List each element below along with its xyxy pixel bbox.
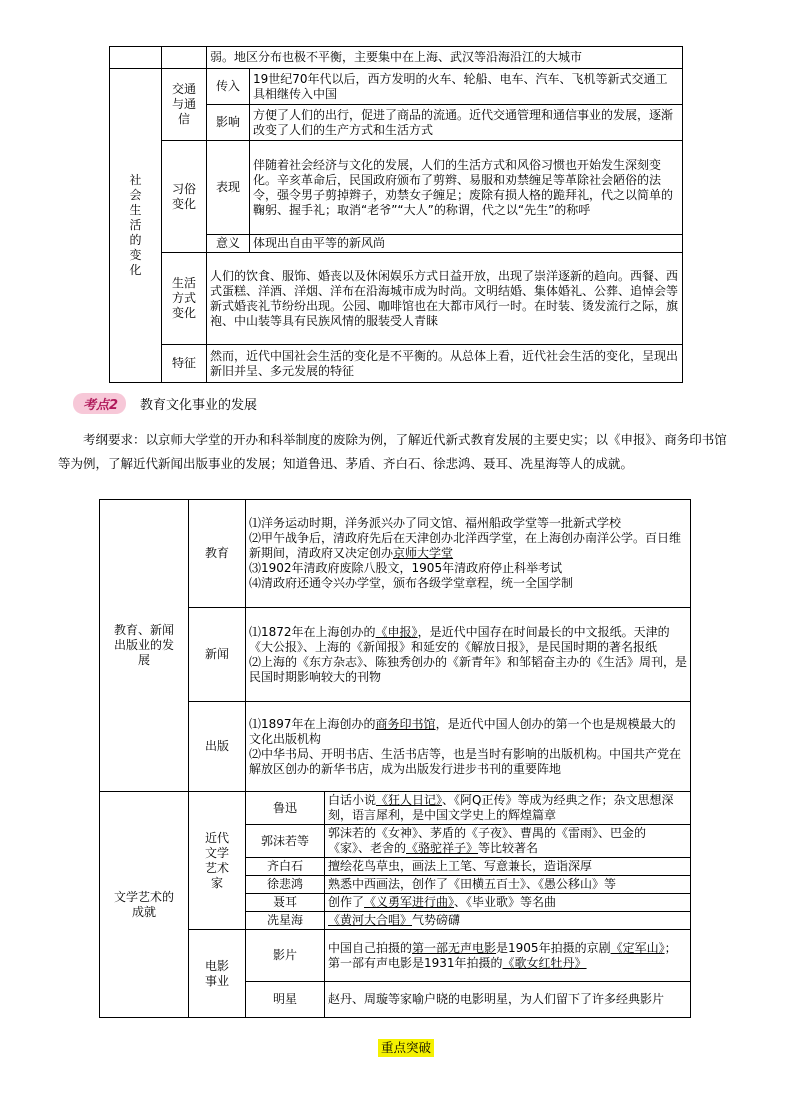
text-span: 、《毕业歌》等名曲 bbox=[454, 895, 557, 909]
social-life-table bbox=[109, 46, 683, 383]
text-span: 郭沫若的《女神》、茅盾的《子夜》、曹禺的《雷雨》、巴金的《家》、老舍的 bbox=[328, 826, 647, 855]
underlined-text: 《狂人日记》 bbox=[376, 793, 443, 807]
text-span: 创作了 bbox=[328, 895, 365, 909]
text-span: 、《阿Q正传》等成为经典之作；杂文思想深刻，语言犀利，是中国文学史上的辉煌篇章 bbox=[328, 793, 674, 822]
underlined-text: 《义勇军进行曲》 bbox=[364, 895, 455, 909]
artist-name: 徐悲鸿 bbox=[246, 876, 325, 894]
news-label: 新闻 bbox=[189, 608, 246, 702]
traffic-label: 交通与通信 bbox=[162, 69, 207, 141]
table-cell: 伴随着社会经济与文化的发展，人们的生活方式和风俗习惯也开始发生深刻变化。辛亥革命后，民国政府颁布了剪辫、易服和劝禁缠足等革除社会陋俗的法令，强令男子剪掉辫子，劝禁女子缠足；废除有损人格的跪拜礼，代之以简单的鞠躬、握手礼；取消“老爷”“大人”的称谓，代之以“先生”的称呼 bbox=[250, 141, 683, 235]
education-culture-table bbox=[99, 499, 691, 1018]
section-title: 教育文化事业的发展 bbox=[140, 398, 258, 413]
film-label: 电影事业 bbox=[189, 930, 246, 1018]
edu-line: ⑶1902年清政府废除八股文，1905年清政府停止科举考试 bbox=[249, 561, 563, 575]
text-span: 是1905年拍摄的京剧 bbox=[496, 940, 611, 955]
artist-name: 聂耳 bbox=[246, 894, 325, 912]
edu-category-label: 教育、新闻出版业的发展 bbox=[100, 500, 189, 792]
news-line bbox=[249, 625, 687, 655]
section-badge: 考点2 bbox=[73, 393, 126, 414]
text-span: 气势磅礴 bbox=[412, 913, 461, 927]
meaning-label: 意义 bbox=[207, 235, 250, 253]
table-cell: 人们的饮食、服饰、婚丧以及休闲娱乐方式日益开放，出现了崇洋逐新的趋向。西餐、西式蛋糕、洋酒、洋烟、洋布在沿海城市成为时尚。文明结婚、集体婚礼、公葬、追悼会等新式婚丧礼节纷纷出现。公园、咖啡馆也在大都市风行一时。在时装、烫发流行之际，旗袍、中山装等具有民族风情的服装受人青睐 bbox=[207, 253, 683, 345]
edu-line: ⑴洋务运动时期，洋务派兴办了同文馆、福州船政学堂等一批新式学校 bbox=[249, 516, 622, 530]
underlined-text: 《黄河大合唱》 bbox=[328, 913, 413, 927]
edu-line bbox=[249, 531, 687, 561]
artist-name: 郭沫若等 bbox=[246, 825, 325, 858]
artists-label: 近代文学艺术家 bbox=[189, 792, 246, 930]
table-cell: 体现出自由平等的新风尚 bbox=[250, 235, 683, 253]
edu-line: ⑷清政府还通令兴办学堂，颁布各级学堂章程，统一全国学制 bbox=[249, 576, 574, 590]
underlined-text: 商务印书馆 bbox=[375, 716, 436, 731]
lifestyle-label: 生活方式变化 bbox=[162, 253, 207, 345]
publish-line bbox=[249, 717, 687, 747]
text-span: 白话小说 bbox=[328, 793, 377, 807]
star-label: 明星 bbox=[246, 982, 325, 1018]
table-cell: 然而，近代中国社会生活的变化是不平衡的。从总体上看，近代社会生活的变化，呈现出新旧并呈、多元发展的特征 bbox=[207, 345, 683, 383]
text-span: ，是近代中国存在时间最长的中文报纸。天津的《大公报》、上海的《新闻报》和延安的《解放日报》，是民国时期的著名报纸 bbox=[249, 624, 670, 654]
requirement-text: 考纲要求：以京师大学堂的开办和科举制度的废除为例，了解近代新式教育发展的主要史实；以《申报》、商务印书馆等为例，了解近代新闻出版事业的发展；知道鲁迅、茅盾、齐白石、徐悲鸿、聂耳、冼星海等人的成就。 bbox=[58, 432, 727, 471]
text-span: ⑴1872年在上海创办的 bbox=[249, 624, 376, 639]
category-label: 社会生活的变化 bbox=[110, 69, 162, 383]
artist-name: 齐白石 bbox=[246, 858, 325, 876]
impact-label: 影响 bbox=[207, 105, 250, 141]
artist-desc bbox=[325, 912, 691, 930]
artist-desc bbox=[325, 825, 691, 858]
movie-desc bbox=[325, 930, 691, 982]
star-desc: 赵丹、周璇等家喻户晓的电影明星，为人们留下了许多经典影片 bbox=[325, 982, 691, 1018]
table-cell: 弱。地区分布也极不平衡，主要集中在上海、武汉等沿海沿江的大城市 bbox=[207, 47, 683, 69]
text-span: ⑵甲午战争后，清政府先后在天津创办北洋西学堂，在上海创办南洋公学。百日维新期间，清政府又决定创办 bbox=[249, 531, 682, 560]
artist-name: 冼星海 bbox=[246, 912, 325, 930]
underlined-text: 《歌女红牡丹》 bbox=[502, 955, 587, 970]
artist-desc: 熟悉中西画法，创作了《田横五百士》、《愚公移山》等 bbox=[325, 876, 691, 894]
text-span: 等比较著名 bbox=[478, 841, 539, 855]
text-span: 中国自己拍摄的 bbox=[328, 940, 413, 955]
text-span: ⑴1897年在上海创办的 bbox=[249, 716, 376, 731]
artist-desc bbox=[325, 894, 691, 912]
artist-name: 鲁迅 bbox=[246, 792, 325, 825]
table-cell: 19世纪70年代以后，西方发明的火车、轮船、电车、汽车、飞机等新式交通工具相继传入中国 bbox=[250, 69, 683, 105]
artist-desc bbox=[325, 792, 691, 825]
feature-label: 特征 bbox=[162, 345, 207, 383]
underlined-text: 京师大学堂 bbox=[393, 546, 454, 560]
publish-label: 出版 bbox=[189, 702, 246, 792]
underlined-text: 《定军山》 bbox=[610, 940, 665, 955]
news-cell bbox=[246, 608, 691, 702]
publish-cell bbox=[246, 702, 691, 792]
publish-line: ⑵中华书局、开明书店、生活书店等，也是当时有影响的出版机构。中国共产党在解放区创办的新华书店，成为出版发行进步书刊的重要阵地 bbox=[249, 746, 682, 776]
artist-desc: 擅绘花鸟草虫，画法上工笔、写意兼长，造诣深厚 bbox=[325, 858, 691, 876]
edu-cell bbox=[246, 500, 691, 608]
intro-label: 传入 bbox=[207, 69, 250, 105]
text-span: ；第一部有声电影是1931年拍摄的 bbox=[328, 940, 677, 970]
underlined-text: 《骆驼祥子》 bbox=[406, 841, 479, 855]
text-span: ，是近代中国人创办的第一个也是规模最大的文化出版机构 bbox=[249, 716, 676, 746]
movie-label: 影片 bbox=[246, 930, 325, 982]
show-label: 表现 bbox=[207, 141, 250, 235]
underlined-text: 《申报》 bbox=[375, 624, 418, 639]
edu-label: 教育 bbox=[189, 500, 246, 608]
table-cell: 方便了人们的出行，促进了商品的流通。近代交通管理和通信事业的发展，逐渐改变了人们的生产方式和生活方式 bbox=[250, 105, 683, 141]
section-header bbox=[73, 393, 257, 414]
key-breakthrough-label: 重点突破 bbox=[378, 1039, 434, 1057]
underlined-text: 第一部无声电影 bbox=[412, 940, 497, 955]
customs-label: 习俗变化 bbox=[162, 141, 207, 253]
art-category-label: 文学艺术的成就 bbox=[100, 792, 189, 1018]
news-line: ⑵上海的《东方杂志》、陈独秀创办的《新青年》和邹韬奋主办的《生活》周刊，是民国时期影响较大的刊物 bbox=[249, 654, 688, 684]
